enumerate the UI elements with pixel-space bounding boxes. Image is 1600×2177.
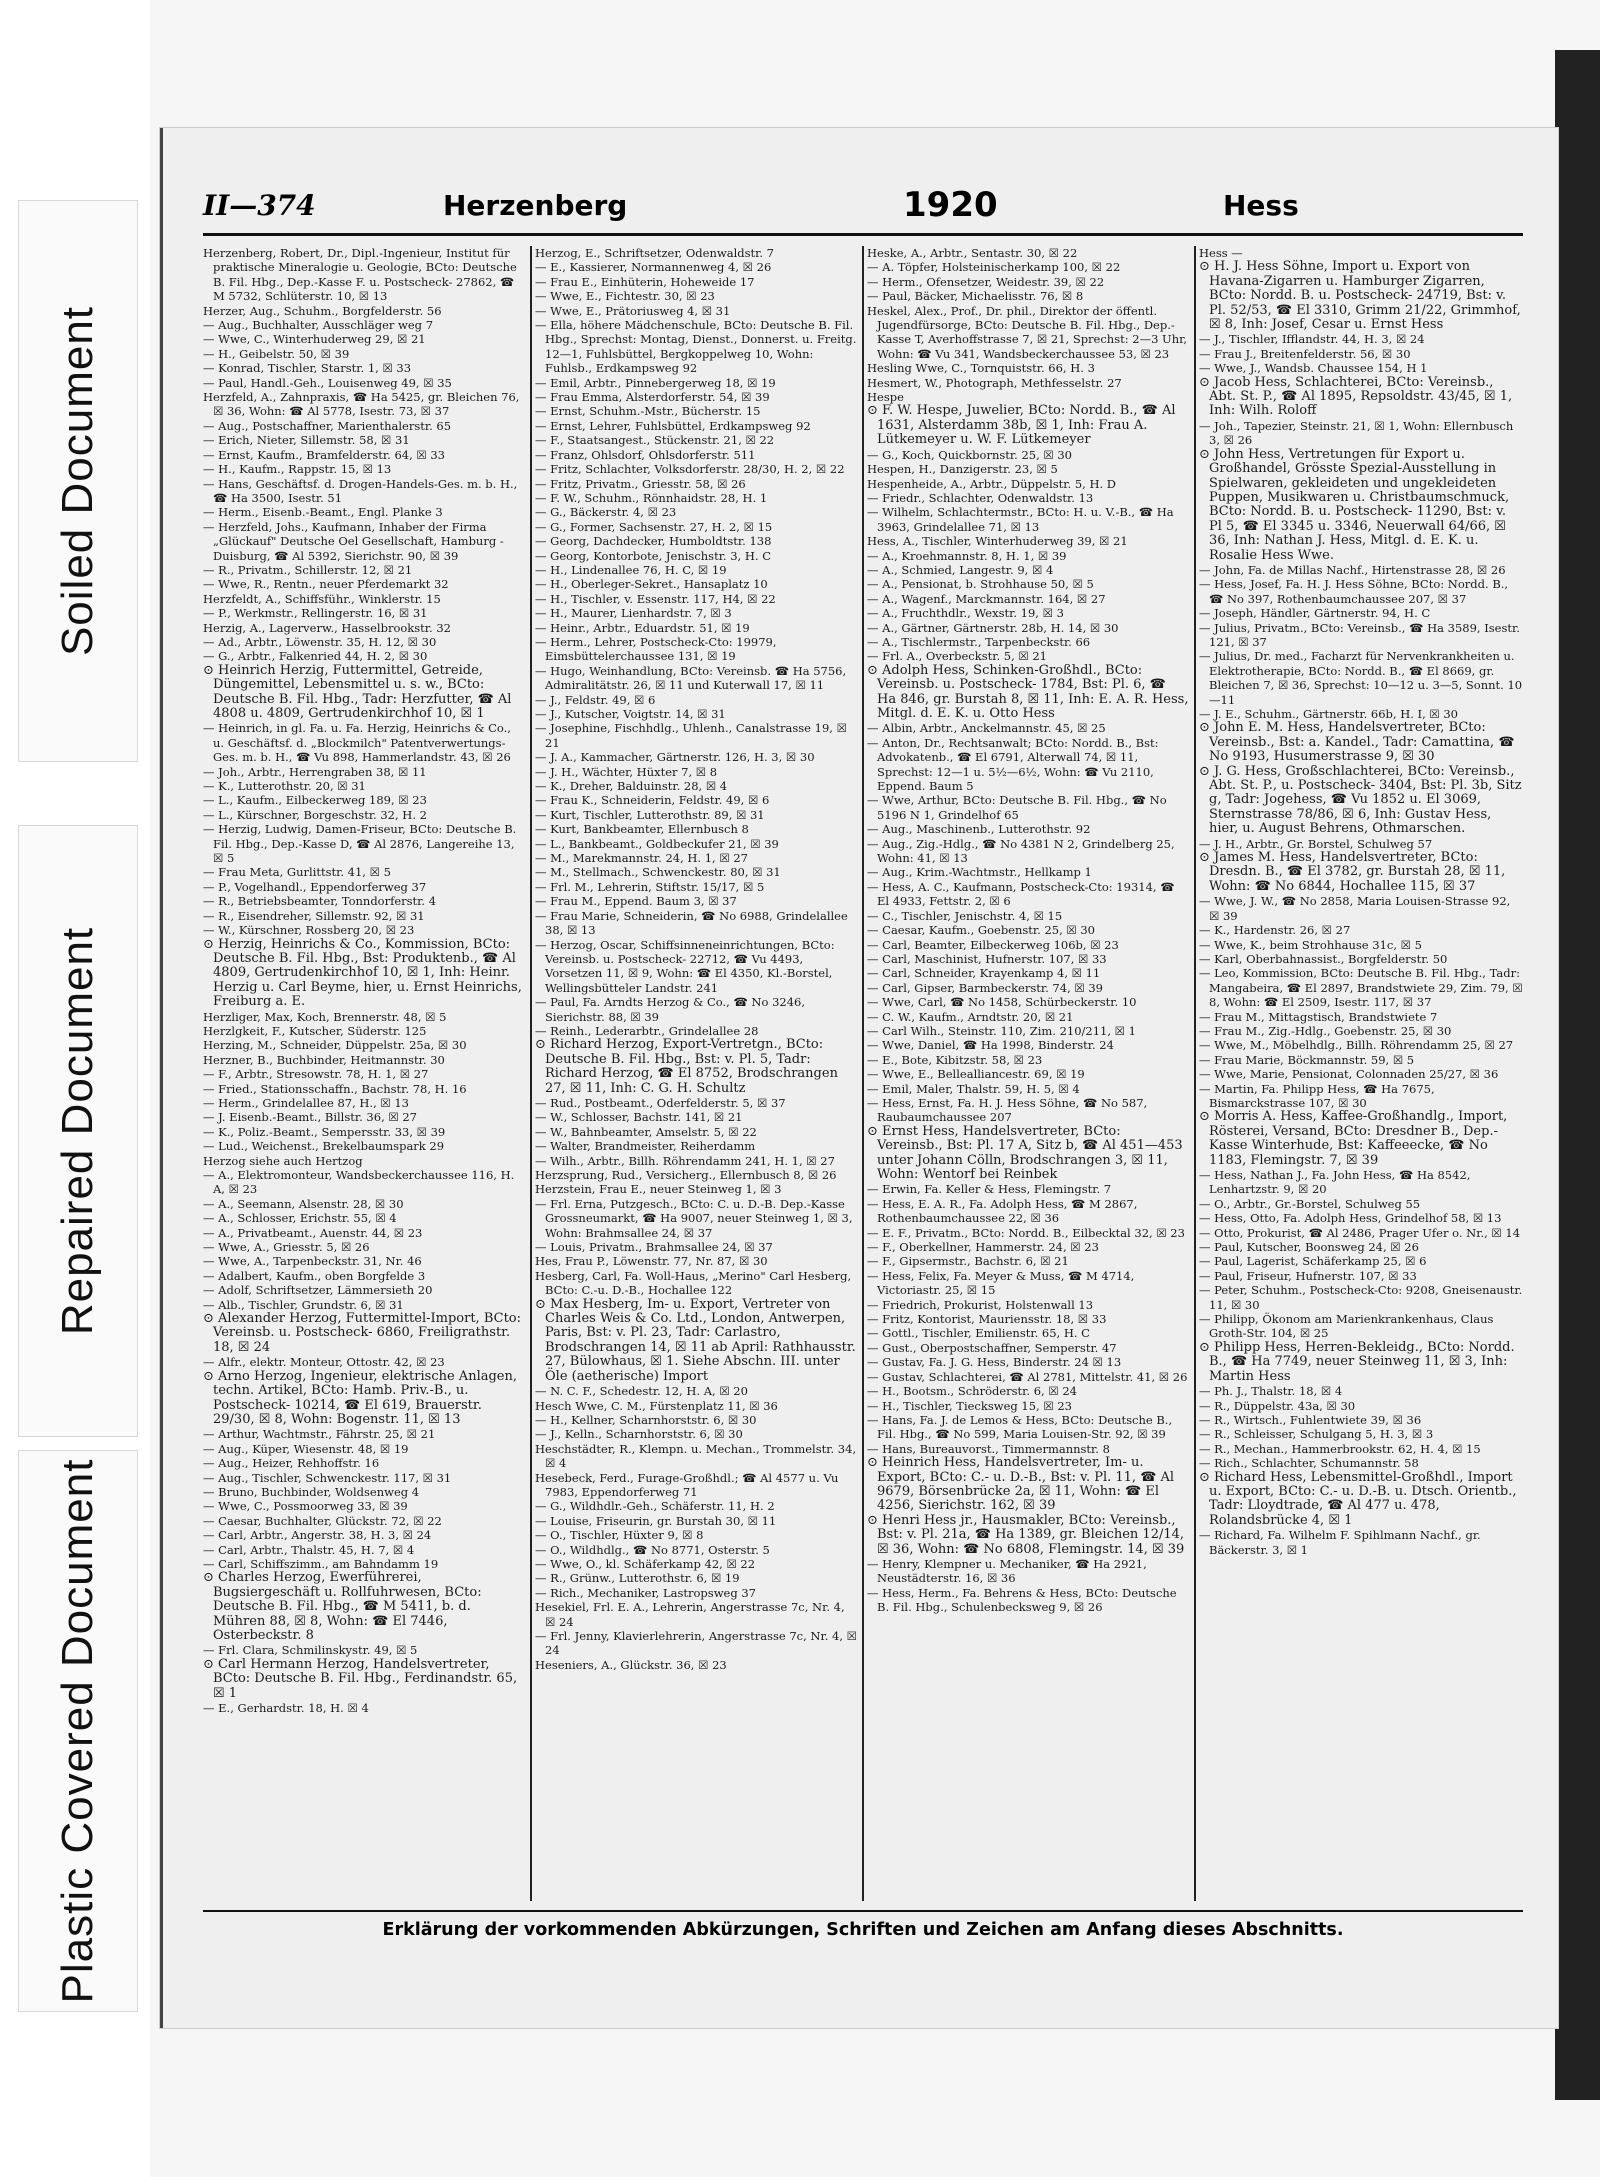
directory-entry: — Friedrich, Prokurist, Holstenwall 13 bbox=[867, 1297, 1094, 1312]
directory-entry: — H., Bootsm., Schröderstr. 6, ☒ 24 bbox=[867, 1384, 1077, 1399]
directory-entry: — Julius, Privatm., BCto: Vereinsb., ☎ Ha 3589, Isestr. 121, ☒ 37 bbox=[1199, 620, 1520, 649]
directory-entry: — Carl Wilh., Steinstr. 110, Zim. 210/211, ☒ 1 bbox=[867, 1023, 1136, 1038]
first-entry-name: Herzenberg bbox=[443, 189, 628, 222]
directory-entry: — Alfr., elektr. Monteur, Ottostr. 42, ☒ 23 bbox=[203, 1355, 445, 1370]
directory-entry: — Frau M., Eppend. Baum 3, ☒ 37 bbox=[535, 894, 737, 909]
directory-entry: — Wwe, Marie, Pensionat, Colonnaden 25/27, ☒ 36 bbox=[1199, 1067, 1499, 1082]
directory-entry: — W., Schlosser, Bachstr. 141, ☒ 21 bbox=[535, 1110, 743, 1125]
directory-entry: — Wwe, C., Possmoorweg 33, ☒ 39 bbox=[203, 1499, 408, 1514]
directory-entry: — Hess, A. C., Kaufmann, Postscheck-Cto: 19314, ☎ El 4933, Fettstr. 2, ☒ 6 bbox=[867, 879, 1175, 909]
directory-entry: — Wwe, J. W., ☎ No 2858, Maria Louisen-Strasse 92, ☒ 39 bbox=[1199, 894, 1511, 923]
directory-entry: — H., Tischler, Tiecksweg 15, ☒ 23 bbox=[867, 1398, 1072, 1413]
directory-entry: Herzlgkeit, F., Kutscher, Süderstr. 125 bbox=[203, 1023, 427, 1038]
directory-entry: Heske, A., Arbtr., Sentastr. 30, ☒ 22 bbox=[867, 246, 1078, 260]
directory-entry: Herzig, A., Lagerverw., Hasselbrookstr. 32 bbox=[203, 620, 451, 635]
directory-entry: — Aug., Krim.-Wachtmstr., Hellkamp 1 bbox=[867, 865, 1092, 880]
directory-entry: — A., Kroehmannstr. 8, H. 1, ☒ 39 bbox=[867, 548, 1067, 563]
directory-entry: — L., Kaufm., Eilbeckerweg 189, ☒ 23 bbox=[203, 793, 427, 808]
directory-entry: — E., Kassierer, Normannenweg 4, ☒ 26 bbox=[535, 260, 772, 275]
directory-entry: Herzer, Aug., Schuhm., Borgfelderstr. 56 bbox=[203, 303, 442, 318]
directory-entry: — Louise, Friseurin, gr. Burstah 30, ☒ 11 bbox=[535, 1513, 777, 1528]
directory-entry: — H., Geibelstr. 50, ☒ 39 bbox=[203, 346, 350, 361]
column-divider bbox=[1194, 246, 1196, 1901]
directory-entry: — O., Wildhdlg., ☎ No 8771, Osterstr. 5 bbox=[535, 1542, 770, 1557]
directory-entry: — Philipp, Ökonom am Marienkrankenhaus, Claus Groth-Str. 104, ☒ 25 bbox=[1199, 1312, 1494, 1341]
directory-entry: — A., Seemann, Alsenstr. 28, ☒ 30 bbox=[203, 1196, 404, 1211]
directory-entry: Hesch Wwe, C. M., Fürstenplatz 11, ☒ 36 bbox=[535, 1398, 778, 1413]
directory-entry: Herzliger, Max, Koch, Brennerstr. 48, ☒ 5 bbox=[203, 1009, 447, 1024]
directory-entry: — Caesar, Buchhalter, Glückstr. 72, ☒ 22 bbox=[203, 1513, 442, 1528]
directory-entry: Herzfeld, A., Zahnpraxis, ☎ Ha 5425, gr. Bleichen 76, ☒ 36, Wohn: ☎ Al 5778, Isestr. 73, ☒ 37 bbox=[203, 390, 520, 419]
directory-entry: — Louis, Privatm., Brahmsallee 24, ☒ 37 bbox=[535, 1240, 773, 1255]
directory-entry: — G., Former, Sachsenstr. 27, H. 2, ☒ 15 bbox=[535, 519, 773, 534]
directory-entry: — R., Privatm., Schillerstr. 12, ☒ 21 bbox=[203, 562, 413, 577]
directory-entry: — G., Wildhdlr.-Geh., Schäferstr. 11, H. 2 bbox=[535, 1499, 775, 1514]
directory-entry: Herzog siehe auch Hertzog bbox=[203, 1153, 363, 1168]
directory-entry: ⊙ Philipp Hess, Herren-Bekleidg., BCto: Nordd. B., ☎ Ha 7749, neuer Steinweg 11, ☒ 3, Inh: Martin Hess bbox=[1199, 1339, 1515, 1384]
directory-entry: — J., Tischler, Ifflandstr. 44, H. 3, ☒ 24 bbox=[1199, 332, 1425, 347]
repaired-document-label bbox=[18, 825, 138, 1437]
directory-entry: — Fritz, Schlachter, Volksdorferstr. 28/30, H. 2, ☒ 22 bbox=[535, 462, 845, 477]
directory-entry: — Wwe, M., Möbelhdlg., Billh. Röhrendamm 25, ☒ 27 bbox=[1199, 1038, 1514, 1053]
directory-entry: — Hess, Ernst, Fa. H. J. Hess Söhne, ☎ No 587, Raubaumchaussee 207 bbox=[867, 1095, 1148, 1125]
directory-entry: — J. A., Kammacher, Gärtnerstr. 126, H. 3, ☒ 30 bbox=[535, 750, 815, 765]
directory-entry: — Wwe, E., Prätoriusweg 4, ☒ 31 bbox=[535, 303, 731, 318]
directory-entry: — Wwe, Carl, ☎ No 1458, Schürbeckerstr. 10 bbox=[867, 995, 1137, 1010]
column-divider bbox=[862, 246, 864, 1901]
directory-entry: Herzsprung, Rud., Versicherg., Ellernbusch 8, ☒ 26 bbox=[535, 1168, 837, 1182]
directory-entry: — Hess, Herm., Fa. Behrens & Hess, BCto: Deutsche B. Fil. Hbg., Schulenbecksweg 9, ☒ 26 bbox=[867, 1585, 1177, 1615]
directory-entry: — P., Vogelhandl., Eppendorferweg 37 bbox=[203, 879, 427, 894]
directory-entry: — Wwe, Daniel, ☎ Ha 1998, Binderstr. 24 bbox=[867, 1038, 1114, 1053]
directory-entry: ⊙ James M. Hess, Handelsvertreter, BCto: Dresdn. B., ☎ El 3782, gr. Burstah 28, ☒ 11, Wohn: ☎ No 6844, Hochallee 115, ☒ 37 bbox=[1199, 850, 1506, 894]
directory-entry: — Henry, Klempner u. Mechaniker, ☎ Ha 2921, Neustädterstr. 16, ☒ 36 bbox=[867, 1556, 1147, 1586]
directory-entry: ⊙ H. J. Hess Söhne, Import u. Export von Havana-Zigarren u. Hamburger Zigarren, BCto: Nordd. B. u. Postscheck- 24719, Bst: v. Pl. 52/53, ☎ El 3310, Grimm 21/22, Grimmhof, ☒ 8, Inh: Josef, Cesar u. Ernst Hess bbox=[1199, 259, 1521, 333]
directory-entry: — A., Tischlermstr., Tarpenbeckstr. 66 bbox=[867, 634, 1091, 649]
directory-entry: — Aug., Postschaffner, Marienthalerstr. 65 bbox=[203, 418, 452, 433]
directory-entry: — H., Maurer, Lienhardstr. 7, ☒ 3 bbox=[535, 606, 732, 621]
directory-entry: — Hess, Otto, Fa. Adolph Hess, Grindelhof 58, ☒ 13 bbox=[1199, 1211, 1502, 1226]
abbreviation-note: Erklärung der vorkommenden Abkürzungen, Schriften und Zeichen am Anfang dieses Abschnitts. bbox=[203, 1910, 1523, 1960]
directory-entry: — Ella, höhere Mädchenschule, BCto: Deutsche B. Fil. Hbg., Sprechst: Montag, Dienst., Donnerst. u. Freitg. 12—1, Fuhlsbüttel, Bergkoppelweg 10, Wohn: Fuhlsb., Erdkampsweg 92 bbox=[535, 318, 857, 376]
directory-entry: — Wwe, R., Rentn., neuer Pferdemarkt 32 bbox=[203, 577, 449, 592]
directory-entry: — F., Oberkellner, Hammerstr. 24, ☒ 23 bbox=[867, 1240, 1099, 1255]
directory-entry: — Carl, Arbtr., Angerstr. 38, H. 3, ☒ 24 bbox=[203, 1528, 432, 1543]
directory-entry: — Joh., Arbtr., Herrengraben 38, ☒ 11 bbox=[203, 764, 427, 779]
directory-entry: ⊙ F. W. Hespe, Juwelier, BCto: Nordd. B., ☎ Al 1631, Alsterdamm 38b, ☒ 1, Inh: Frau A. Lütkemeyer u. W. F. Lütkemeyer bbox=[867, 403, 1176, 448]
directory-entry: — Martin, Fa. Philipp Hess, ☎ Ha 7675, Bismarckstrasse 107, ☒ 30 bbox=[1199, 1081, 1435, 1110]
directory-entry: — Otto, Prokurist, ☎ Al 2486, Prager Ufer o. Nr., ☒ 14 bbox=[1199, 1225, 1521, 1240]
directory-entry: — K., Poliz.-Beamt., Sempersstr. 33, ☒ 39 bbox=[203, 1124, 446, 1139]
directory-entry: — R., Düppelstr. 43a, ☒ 30 bbox=[1199, 1398, 1356, 1413]
page-number: II—374 bbox=[203, 189, 316, 222]
last-entry-name: Hess bbox=[1223, 189, 1299, 222]
directory-entry: — Ph. J., Thalstr. 18, ☒ 4 bbox=[1199, 1384, 1343, 1399]
directory-entry: ⊙ Charles Herzog, Ewerführerei, Bugsiergeschäft u. Rollfuhrwesen, BCto: Deutsche B. Fil. Hbg., ☎ M 5411, b. d. Mühren 88, ☒ 8, Wohn: ☎ El 7446, Osterbeckstr. 8 bbox=[203, 1570, 482, 1643]
directory-entry: — Hans, Geschäftsf. d. Drogen-Handels-Ges. m. b. H., ☎ Ha 3500, Isestr. 51 bbox=[203, 476, 518, 505]
directory-entry: ⊙ Arno Herzog, Ingenieur, elektrische Anlagen, techn. Artikel, BCto: Hamb. Priv.-B., u. Postscheck- 10214, ☎ El 619, Brauerstr. 29/30, ☒ 8, Wohn: Bogenstr. 11, ☒ 13 bbox=[203, 1368, 517, 1427]
directory-entry: — H., Kellner, Scharnhorststr. 6, ☒ 30 bbox=[535, 1412, 757, 1427]
directory-entry: — Frau J., Breitenfelderstr. 56, ☒ 30 bbox=[1199, 346, 1411, 361]
directory-entry: ⊙ Richard Hess, Lebensmittel-Großhdl., Import u. Export, BCto: C.- u. D.-B. u. Dtsch. Orientb., Tadr: Lloydtrade, ☎ Al 477 u. 478, Rolandsbrücke 4, ☒ 1 bbox=[1199, 1469, 1517, 1528]
directory-entry: — Konrad, Tischler, Starstr. 1, ☒ 33 bbox=[203, 361, 412, 376]
column-3 bbox=[867, 246, 1189, 1901]
directory-entry: — Paul, Kutscher, Boonsweg 24, ☒ 26 bbox=[1199, 1240, 1419, 1255]
directory-entry: — R., Betriebsbeamter, Tonndorferstr. 4 bbox=[203, 894, 437, 909]
directory-entry: ⊙ Max Hesberg, Im- u. Export, Vertreter von Charles Weis & Co. Ltd., London, Antwerpen, Paris, Bst: v. Pl. 23, Tadr: Carlastro, Brodschrangen 14, ☒ 11 ab April: Rathhausstr. 27, Bülowhaus, ☒ 1. Siehe Abschn. III. unter Öle (aetherische) Import bbox=[535, 1296, 856, 1384]
directory-entry: — Emil, Arbtr., Pinnebergerweg 18, ☒ 19 bbox=[535, 375, 776, 390]
directory-entry: — H., Oberleger-Sekret., Hansaplatz 10 bbox=[535, 577, 768, 592]
directory-entry: — L., Bankbeamt., Goldbeckufer 21, ☒ 39 bbox=[535, 836, 779, 851]
directory-entry: — H., Kaufm., Rappstr. 15, ☒ 13 bbox=[203, 462, 392, 477]
directory-entry: — Albin, Arbtr., Anckelmannstr. 45, ☒ 25 bbox=[867, 721, 1106, 736]
directory-entry: — Wwe, A., Griesstr. 5, ☒ 26 bbox=[203, 1240, 370, 1255]
directory-entry: — G., Arbtr., Falkenried 44, H. 2, ☒ 30 bbox=[203, 649, 428, 664]
directory-entry: — J. Eisenb.-Beamt., Billstr. 36, ☒ 27 bbox=[203, 1110, 417, 1125]
directory-entry: — M., Stellmach., Schwenckestr. 80, ☒ 31 bbox=[535, 865, 781, 880]
directory-entry: — F., Arbtr., Stresowstr. 78, H. 1, ☒ 27 bbox=[203, 1067, 429, 1082]
directory-entry: — Kurt, Tischler, Lutterothstr. 89, ☒ 31 bbox=[535, 807, 765, 822]
directory-entry: Hes, Frau P., Löwenstr. 77, Nr. 87, ☒ 30 bbox=[535, 1254, 768, 1269]
directory-entry: — Walter, Brandmeister, Reiherdamm bbox=[535, 1139, 756, 1154]
directory-entry: — Herzog, Oscar, Schiffsinneneinrichtungen, BCto: Vereinsb. u. Postscheck- 22712, ☎ Vu 4493, Vorsetzen 11, ☒ 9, Wohn: ☎ El 4350, Kl.-Borstel, Wellingsbütteler Landstr. 241 bbox=[535, 937, 835, 995]
directory-entry: — Fritz, Privatm., Griesstr. 58, ☒ 26 bbox=[535, 476, 746, 491]
directory-entry: — Carl, Schneider, Krayenkamp 4, ☒ 11 bbox=[867, 966, 1101, 981]
directory-entry: Hesekiel, Frl. E. A., Lehrerin, Angerstrasse 7c, Nr. 4, ☒ 24 bbox=[535, 1600, 845, 1629]
directory-entry: — Carl, Beamter, Eilbeckerweg 106b, ☒ 23 bbox=[867, 937, 1119, 952]
directory-entry: — G., Bäckerstr. 4, ☒ 23 bbox=[535, 505, 677, 520]
directory-entry: — E., Bote, Kibitzstr. 58, ☒ 23 bbox=[867, 1052, 1043, 1067]
directory-entry: — E., Gerhardstr. 18, H. ☒ 4 bbox=[203, 1701, 369, 1716]
directory-entry: — Frau K., Schneiderin, Feldstr. 49, ☒ 6 bbox=[535, 793, 770, 808]
page-header bbox=[203, 183, 1523, 236]
directory-entry: — H., Tischler, v. Essenstr. 117, H4, ☒ 22 bbox=[535, 591, 776, 606]
directory-entry: — Aug., Tischler, Schwenckestr. 117, ☒ 31 bbox=[203, 1470, 452, 1485]
directory-entry: — Georg, Dachdecker, Humboldtstr. 138 bbox=[535, 534, 772, 549]
directory-entry: — Joseph, Händler, Gärtnerstr. 94, H. C bbox=[1199, 606, 1431, 621]
directory-entry: — Carl, Schiffszimm., am Bahndamm 19 bbox=[203, 1556, 439, 1571]
directory-entry: ⊙ Alexander Herzog, Futtermittel-Import, BCto: Vereinsb. u. Postscheck- 6860, Freiligrathstr. 18, ☒ 24 bbox=[203, 1311, 521, 1355]
listing-columns bbox=[203, 246, 1523, 1901]
directory-entry: ⊙ Herzig, Heinrichs & Co., Kommission, BCto: Deutsche B. Fil. Hbg., Bst: Produktenb., ☎ Al 4809, Gertrudenkirchhof 10, ☒ 1, Inh: Heinr. Herzig u. Carl Beyme, hier, u. Ernst Heinrichs, Freiburg a. E. bbox=[203, 936, 522, 1010]
directory-entry: — Georg, Kontorbote, Jenischstr. 3, H. C bbox=[535, 548, 772, 563]
directory-entry: Herzfeldt, A., Schiffsführ., Winklerstr. 15 bbox=[203, 591, 441, 606]
directory-entry: — Reinh., Lederarbtr., Grindelallee 28 bbox=[535, 1023, 759, 1038]
directory-entry: — Wwe, Arthur, BCto: Deutsche B. Fil. Hbg., ☎ No 5196 N 1, Grindelhof 65 bbox=[867, 793, 1167, 822]
directory-entry: — Lud., Weichenst., Brekelbaumspark 29 bbox=[203, 1139, 445, 1154]
directory-entry: — Bruno, Buchbinder, Woldsenweg 4 bbox=[203, 1484, 420, 1499]
directory-entry: — P., Werkmstr., Rellingerstr. 16, ☒ 31 bbox=[203, 606, 428, 621]
directory-entry: — Frau Marie, Schneiderin, ☎ No 6988, Grindelallee 38, ☒ 13 bbox=[535, 908, 848, 938]
directory-entry: — Paul, Friseur, Hufnerstr. 107, ☒ 33 bbox=[1199, 1268, 1417, 1283]
directory-entry: — Paul, Bäcker, Michaelisstr. 76, ☒ 8 bbox=[867, 289, 1084, 304]
directory-entry: — R., Schleisser, Schulgang 5, H. 3, ☒ 3 bbox=[1199, 1427, 1434, 1442]
directory-entry: — Paul, Lagerist, Schäferkamp 25, ☒ 6 bbox=[1199, 1254, 1427, 1269]
directory-entry: Herzstein, Frau E., neuer Steinweg 1, ☒ 3 bbox=[535, 1182, 782, 1197]
directory-entry: Hesmert, W., Photograph, Methfesselstr. 27 bbox=[867, 375, 1122, 390]
directory-entry: Heskel, Alex., Prof., Dr. phil., Direktor der öffentl. Jugendfürsorge, BCto: Deutsche B. Fil. Hbg., Dep.-Kasse T, Averhoffstrasse 7, ☒ 21, Sprechst: 2—3 Uhr, Wohn: ☎ Vu 341, Wandsbeckerchaussee 53, ☒ 23 bbox=[867, 303, 1188, 361]
directory-entry: — Frau M., Mittagstisch, Brandstwiete 7 bbox=[1199, 1009, 1438, 1024]
directory-entry: — Frau E., Einhüterin, Hoheweide 17 bbox=[535, 274, 755, 289]
directory-entry: — Wwe, A., Tarpenbeckstr. 31, Nr. 46 bbox=[203, 1254, 422, 1269]
directory-entry: ⊙ J. G. Hess, Großschlachterei, BCto: Vereinsb., Abt. St. P., u. Postscheck- 3404, Bst: Pl. 3b, Sitz g, Tadr: Jogehess, ☎ Vu 1852 u. El 3069, Sternstrasse 78/86, ☒ 6, Inh: Gustav Hess, hier, u. August Behrens, Othmarschen. bbox=[1199, 763, 1522, 837]
directory-entry: — Wwe, J., Wandsb. Chaussee 154, H 1 bbox=[1199, 361, 1428, 376]
directory-entry: — Frl. M., Lehrerin, Stiftstr. 15/17, ☒ 5 bbox=[535, 879, 765, 894]
directory-entry: — Alb., Tischler, Grundstr. 6, ☒ 31 bbox=[203, 1297, 404, 1312]
directory-entry: — E. F., Privatm., BCto: Nordd. B., Eilbecktal 32, ☒ 23 bbox=[867, 1225, 1185, 1240]
directory-entry: — Frau Marie, Böckmannstr. 59, ☒ 5 bbox=[1199, 1052, 1415, 1067]
directory-entry: — Ernst, Schuhm.-Mstr., Bücherstr. 15 bbox=[535, 404, 761, 419]
directory-entry: — R., Grünw., Lutterothstr. 6, ☒ 19 bbox=[535, 1571, 740, 1586]
directory-entry: — K., Lutterothstr. 20, ☒ 31 bbox=[203, 779, 366, 794]
directory-entry: — Ernst, Lehrer, Fuhlsbüttel, Erdkampsweg 92 bbox=[535, 418, 811, 433]
directory-entry: — Aug., Küper, Wiesenstr. 48, ☒ 19 bbox=[203, 1441, 409, 1456]
directory-entry: — O., Arbtr., Gr.-Borstel, Schulweg 55 bbox=[1199, 1196, 1421, 1211]
directory-entry: ⊙ Richard Herzog, Export-Vertretgn., BCto: Deutsche B. Fil. Hbg., Bst: v. Pl. 5, Tadr: Richard Herzog, ☎ El 8752, Brodschrangen 27, ☒ 11, Inh: C. G. H. Schultz bbox=[535, 1037, 838, 1096]
directory-entry: — K., Hardenstr. 26, ☒ 27 bbox=[1199, 923, 1351, 938]
directory-entry: — Gustav, Schlachterei, ☎ Al 2781, Mittelstr. 41, ☒ 26 bbox=[867, 1369, 1188, 1384]
directory-entry: — Josephine, Fischhdlg., Uhlenh., Canalstrasse 19, ☒ 21 bbox=[535, 721, 847, 750]
directory-entry: — Gustav, Fa. J. G. Hess, Binderstr. 24 ☒ 13 bbox=[867, 1355, 1122, 1370]
directory-entry: — Heinrich, in gl. Fa. u. Fa. Herzig, Heinrichs & Co., u. Geschäftsf. d. „Blockmilch" Patentverwertungs-Ges. m. b. H., ☎ Vu 898, Hammerlandstr. 43, ☒ 26 bbox=[203, 721, 511, 765]
directory-entry: — Hess, Felix, Fa. Meyer & Muss, ☎ M 4714, Victoriastr. 25, ☒ 15 bbox=[867, 1268, 1135, 1298]
directory-entry: — J., Kelln., Scharnhorststr. 6, ☒ 30 bbox=[535, 1427, 743, 1442]
directory-entry: — Wwe, C., Winterhuderweg 29, ☒ 21 bbox=[203, 332, 426, 347]
plastic-label-text: Plastic Covered Document bbox=[53, 1458, 102, 2004]
directory-entry: — C. W., Kaufm., Arndtstr. 20, ☒ 21 bbox=[867, 1009, 1074, 1024]
directory-entry: — A., Fruchthdlr., Wexstr. 19, ☒ 3 bbox=[867, 606, 1064, 621]
directory-entry: — Fritz, Kontorist, Mauriensstr. 18, ☒ 33 bbox=[867, 1312, 1107, 1327]
directory-entry: Hespe bbox=[867, 390, 904, 405]
plastic-covered-label bbox=[18, 1450, 138, 2012]
directory-entry: Herzog, E., Schriftsetzer, Odenwaldstr. 7 bbox=[535, 246, 774, 260]
directory-entry: Hess — bbox=[1199, 246, 1243, 260]
directory-entry: — Wwe, K., beim Strohhause 31c, ☒ 5 bbox=[1199, 937, 1422, 952]
directory-page bbox=[160, 128, 1558, 2028]
directory-entry: — W., Bahnbeamter, Amselstr. 5, ☒ 22 bbox=[535, 1124, 757, 1139]
directory-entry: ⊙ John E. M. Hess, Handelsvertreter, BCto: Vereinsb., Bst: a. Kandel., Tadr: Camattina, ☎ No 9193, Husumerstrasse 9, ☒ 30 bbox=[1199, 720, 1515, 765]
directory-entry: — Joh., Tapezier, Steinstr. 21, ☒ 1, Wohn: Ellernbusch 3, ☒ 26 bbox=[1199, 418, 1514, 448]
directory-entry: — Erich, Nieter, Sillemstr. 58, ☒ 31 bbox=[203, 433, 410, 448]
directory-entry: Herzner, B., Buchbinder, Heitmannstr. 30 bbox=[203, 1052, 445, 1067]
directory-entry: — J., Feldstr. 49, ☒ 6 bbox=[535, 692, 656, 707]
directory-entry: ⊙ Heinrich Herzig, Futtermittel, Getreide, Düngemittel, Lebensmittel u. s. w., BCto: Deutsche B. Fil. Hbg., Tadr: Herzfutter, ☎ Al 4808 u. 4809, Gertrudenkirchhof 10, ☒ 1 bbox=[203, 662, 512, 721]
scan-edge bbox=[1555, 50, 1600, 2100]
directory-entry: Hespenheide, A., Arbtr., Düppelstr. 5, H. D bbox=[867, 476, 1117, 491]
label-strip bbox=[0, 0, 150, 2177]
directory-entry: — Karl, Oberbahnassist., Borgfelderstr. 50 bbox=[1199, 951, 1448, 966]
directory-entry: — John, Fa. de Millas Nachf., Hirtenstrasse 28, ☒ 26 bbox=[1199, 562, 1506, 577]
directory-entry: — Rich., Mechaniker, Lastropsweg 37 bbox=[535, 1585, 756, 1600]
directory-entry: — A., Schlosser, Erichstr. 55, ☒ 4 bbox=[203, 1211, 397, 1226]
directory-entry: Hespen, H., Danzigerstr. 23, ☒ 5 bbox=[867, 462, 1058, 477]
directory-entry: — M., Marekmannstr. 24, H. 1, ☒ 27 bbox=[535, 851, 748, 866]
directory-entry: — Julius, Dr. med., Facharzt für Nervenkrankheiten u. Elektrotherapie, BCto: Nordd. B., ☎ El 8669, gr. Bleichen 7, ☒ 36, Sprechst: 10—12 u. 3—5, Sonnt. 10—11 bbox=[1199, 649, 1523, 707]
directory-entry: — A., Pensionat, b. Strohhause 50, ☒ 5 bbox=[867, 577, 1094, 592]
column-2 bbox=[535, 246, 857, 1901]
directory-entry: ⊙ Adolph Hess, Schinken-Großhdl., BCto: Vereinsb. u. Postscheck- 1784, Bst: Pl. 6, ☎ Ha 846, gr. Burstah 8, ☒ 11, Inh: E. A. R. Hess, Mitgl. d. E. K. u. Otto Hess bbox=[867, 662, 1189, 721]
directory-entry: — Ernst, Kaufm., Bramfelderstr. 64, ☒ 33 bbox=[203, 447, 445, 462]
directory-entry: — H., Lindenallee 76, H. C, ☒ 19 bbox=[535, 562, 727, 577]
directory-entry: — F. W., Schuhm., Rönnhaidstr. 28, H. 1 bbox=[535, 490, 768, 505]
directory-entry: — O., Tischler, Hüxter 9, ☒ 8 bbox=[535, 1528, 704, 1543]
directory-entry: — Peter, Schuhm., Postscheck-Cto: 9208, Gneisenaustr. 11, ☒ 30 bbox=[1199, 1283, 1523, 1312]
directory-entry: — Emil, Maler, Thalstr. 59, H. 5, ☒ 4 bbox=[867, 1081, 1080, 1096]
directory-entry: — A., Privatbeamt., Auenstr. 44, ☒ 23 bbox=[203, 1225, 423, 1240]
directory-entry: Herzing, M., Schneider, Düppelstr. 25a, ☒ 30 bbox=[203, 1038, 467, 1053]
directory-entry: — Arthur, Wachtmstr., Fährstr. 25, ☒ 21 bbox=[203, 1427, 436, 1442]
soiled-document-label bbox=[18, 200, 138, 762]
directory-entry: — Gust., Oberpostschaffner, Semperstr. 47 bbox=[867, 1340, 1117, 1355]
directory-entry: — Herzfeld, Johs., Kaufmann, Inhaber der Firma „Glückauf" Deutsche Oel Gesellschaft, Hamburg - Duisburg, ☎ Al 5392, Sierichstr. 90, ☒ 39 bbox=[203, 519, 504, 563]
directory-entry: — Kurt, Bankbeamter, Ellernbusch 8 bbox=[535, 822, 749, 837]
directory-entry: — A., Elektromonteur, Wandsbeckerchaussee 116, H. A, ☒ 23 bbox=[203, 1168, 515, 1197]
directory-entry: — Leo, Kommission, BCto: Deutsche B. Fil. Hbg., Tadr: Mangabeira, ☎ El 2897, Brandstwiete 29, Zim. 79, ☒ 8, Wohn: ☎ El 2509, Isestr. 117, ☒ 37 bbox=[1199, 966, 1523, 1010]
directory-entry: ⊙ Carl Hermann Herzog, Handelsvertreter, BCto: Deutsche B. Fil. Hbg., Ferdinandstr. 65, ☒ 1 bbox=[203, 1656, 518, 1701]
directory-entry: ⊙ Jacob Hess, Schlachterei, BCto: Vereinsb., Abt. St. P., ☎ Al 1895, Repsoldstr. 43/45, ☒ 1, Inh: Wilh. Roloff bbox=[1199, 374, 1513, 419]
directory-entry: Heseniers, A., Glückstr. 36, ☒ 23 bbox=[535, 1657, 727, 1672]
directory-entry: — Fried., Stationsschaffn., Bachstr. 78, H. 16 bbox=[203, 1081, 467, 1096]
directory-entry: ⊙ Henri Hess jr., Hausmakler, BCto: Vereinsb., Bst: v. Pl. 21a, ☎ Ha 1389, gr. Bleichen 12/14, ☒ 36, Wohn: ☎ No 6808, Flemingstr. 14, ☒ 39 bbox=[867, 1512, 1185, 1557]
directory-entry: — Carl, Gipser, Barmbeckerstr. 74, ☒ 39 bbox=[867, 980, 1103, 995]
directory-entry: — F., Staatsangest., Stückenstr. 21, ☒ 22 bbox=[535, 433, 775, 448]
directory-entry: — Franz, Ohlsdorf, Ohlsdorferstr. 511 bbox=[535, 447, 756, 462]
directory-entry: Hess, A., Tischler, Winterhuderweg 39, ☒ 21 bbox=[867, 534, 1128, 549]
repaired-label-text: Repaired Document bbox=[53, 926, 102, 1336]
directory-entry: — J. H., Arbtr., Gr. Borstel, Schulweg 57 bbox=[1199, 836, 1433, 851]
directory-entry: — Frau Emma, Alsterdorferstr. 54, ☒ 39 bbox=[535, 390, 770, 405]
directory-entry: — W., Kürschner, Rossberg 20, ☒ 23 bbox=[203, 923, 415, 938]
directory-entry: ⊙ Ernst Hess, Handelsvertreter, BCto: Vereinsb., Bst: Pl. 17 A, Sitz b, ☎ Al 451—453 unter Johann Cölln, Brodschrangen 3, ☒ 11, Wohn: Wentorf bei Reinbek bbox=[867, 1123, 1183, 1182]
directory-entry: — F., Gipsermstr., Bachstr. 6, ☒ 21 bbox=[867, 1254, 1069, 1269]
directory-entry: — Hess, Nathan J., Fa. John Hess, ☎ Ha 8542, Lenhartzstr. 9, ☒ 20 bbox=[1199, 1168, 1471, 1197]
directory-entry: — Aug., Buchhalter, Ausschläger weg 7 bbox=[203, 318, 434, 333]
directory-entry: — Hugo, Weinhandlung, BCto: Vereinsb. ☎ Ha 5756, Admiralitätstr. 26, ☒ 11 und Kuterwall 17, ☒ 11 bbox=[535, 663, 847, 693]
directory-entry: — Friedr., Schlachter, Odenwaldstr. 13 bbox=[867, 490, 1094, 505]
directory-entry: — N. C. F., Schedestr. 12, H. A, ☒ 20 bbox=[535, 1384, 748, 1399]
directory-entry: ⊙ Heinrich Hess, Handelsvertreter, Im- u. Export, BCto: C.- u. D.-B., Bst: v. Pl. 11, ☎ Al 9679, Börsenbrücke 2a, ☒ 11, Wohn: ☎ El 4256, Sierichstr. 162, ☒ 39 bbox=[867, 1455, 1175, 1514]
directory-entry: — Erwin, Fa. Keller & Hess, Flemingstr. 7 bbox=[867, 1182, 1112, 1197]
directory-entry: — A. Töpfer, Holsteinischerkamp 100, ☒ 22 bbox=[867, 260, 1121, 275]
column-divider bbox=[530, 246, 532, 1901]
directory-entry: — Paul, Handl.-Geh., Louisenweg 49, ☒ 35 bbox=[203, 375, 452, 390]
directory-entry: — Rich., Schlachter, Schumannstr. 58 bbox=[1199, 1456, 1419, 1471]
directory-entry: — Frau M., Zig.-Hdlg., Goebenstr. 25, ☒ 30 bbox=[1199, 1023, 1452, 1038]
directory-entry: — Herm., Lehrer, Postscheck-Cto: 19979, Eimsbüttelerchaussee 131, ☒ 19 bbox=[535, 634, 777, 664]
directory-entry: — Wwe, E., Bellealliancestr. 69, ☒ 19 bbox=[867, 1067, 1085, 1082]
directory-entry: Hesling Wwe, C., Tornquiststr. 66, H. 3 bbox=[867, 361, 1095, 376]
directory-entry: ⊙ John Hess, Vertretungen für Export u. Großhandel, Grösste Spezial-Ausstellung in Spielwaren, gekleideten und ungekleideten Puppen, Musikwaren u. Christbaumschmuck, BCto: Nordd. B. u. Postscheck- 11290, Bst: v. Pl 5, ☎ El 3345 u. 3346, Neuerwall 64/66, ☒ 36, Inh: Nathan J. Hess, Mitgl. d. E. K. u. Rosalie Hess Wwe. bbox=[1199, 446, 1510, 563]
directory-entry: — Wwe, E., Fichtestr. 30, ☒ 23 bbox=[535, 289, 715, 304]
directory-entry: — Frl. Erna, Putzgesch., BCto: C. u. D.-B. Dep.-Kasse Grossneumarkt, ☎ Ha 9007, neuer Steinweg 1, ☒ 3, Wohn: Brahmsallee 24, ☒ 37 bbox=[535, 1196, 853, 1240]
directory-entry: Herzenberg, Robert, Dr., Dipl.-Ingenieur, Institut für praktische Mineralogie u. Geologie, BCto: Deutsche B. Fil. Hbg., Dep.-Kasse F. u. Postscheck- 27862, ☎ M 5732, Schlüterstr. 10, ☒ 13 bbox=[203, 246, 517, 304]
directory-entry: — C., Tischler, Jenischstr. 4, ☒ 15 bbox=[867, 908, 1063, 923]
directory-entry: — Hans, Fa. J. de Lemos & Hess, BCto: Deutsche B., Fil. Hbg., ☎ No 599, Maria Louisen-Str. 92, ☒ 39 bbox=[867, 1412, 1173, 1442]
directory-entry: — Frl. A., Overbeckstr. 5, ☒ 21 bbox=[867, 649, 1047, 664]
directory-entry: — R., Wirtsch., Fuhlentwiete 39, ☒ 36 bbox=[1199, 1412, 1422, 1427]
directory-entry: — Frl. Clara, Schmilinskystr. 49, ☒ 5 bbox=[203, 1643, 418, 1658]
directory-entry: Hesebeck, Ferd., Furage-Großhdl.; ☎ Al 4577 u. Vu 7983, Eppendorferweg 71 bbox=[535, 1470, 839, 1499]
column-1 bbox=[203, 246, 525, 1901]
directory-entry: — Aug., Maschinenb., Lutterothstr. 92 bbox=[867, 822, 1091, 837]
directory-entry: — Hans, Bureauvorst., Timmermannstr. 8 bbox=[867, 1441, 1110, 1456]
directory-entry: — Herm., Eisenb.-Beamt., Engl. Planke 3 bbox=[203, 505, 443, 520]
directory-entry: — Aug., Zig.-Hdlg., ☎ No 4381 N 2, Grindelberg 25, Wohn: 41, ☒ 13 bbox=[867, 836, 1175, 866]
directory-entry: — G., Koch, Quickbornstr. 25, ☒ 30 bbox=[867, 447, 1072, 462]
directory-entry: — A., Schmied, Langestr. 9, ☒ 4 bbox=[867, 562, 1054, 577]
directory-entry: — Adolf, Schriftsetzer, Lämmersieth 20 bbox=[203, 1283, 433, 1298]
directory-entry: — Herm., Ofensetzer, Weidestr. 39, ☒ 22 bbox=[867, 274, 1105, 289]
directory-entry: — Frau Meta, Gurlittstr. 41, ☒ 5 bbox=[203, 865, 391, 880]
directory-entry: — Carl, Arbtr., Thalstr. 45, H. 7, ☒ 4 bbox=[203, 1542, 415, 1557]
directory-entry: — Wilhelm, Schlachtermstr., BCto: H. u. V.-B., ☎ Ha 3963, Grindelallee 71, ☒ 13 bbox=[867, 505, 1174, 534]
directory-entry: — L., Kürschner, Borgeschstr. 32, H. 2 bbox=[203, 807, 427, 822]
directory-entry: — R., Mechan., Hammerbrookstr. 62, H. 4, ☒ 15 bbox=[1199, 1441, 1481, 1456]
soiled-label-text: Soiled Document bbox=[53, 305, 102, 657]
directory-entry: — J. H., Wächter, Hüxter 7, ☒ 8 bbox=[535, 764, 718, 779]
directory-entry: Hesberg, Carl, Fa. Woll-Haus, „Merino" Carl Hesberg, BCto: C.-u. D.-B., Hochallee 122 bbox=[535, 1268, 852, 1298]
directory-entry: — Anton, Dr., Rechtsanwalt; BCto: Nordd. B., Bst: Advokatenb., ☎ El 6791, Alterwall 74, ☒ 11, Sprechst: 12—1 u. 5½—6½, Wohn: ☎ Vu 2110, Eppend. Baum 5 bbox=[867, 735, 1159, 794]
directory-entry: — Ad., Arbtr., Löwenstr. 35, H. 12, ☒ 30 bbox=[203, 634, 437, 649]
directory-entry: — J. E., Schuhm., Gärtnerstr. 66b, H. I, ☒ 30 bbox=[1199, 707, 1458, 721]
directory-entry: — Wilh., Arbtr., Billh. Röhrendamm 241, H. 1, ☒ 27 bbox=[535, 1153, 835, 1168]
year: 1920 bbox=[903, 185, 998, 225]
directory-entry: — Aug., Heizer, Rehhoffstr. 16 bbox=[203, 1456, 380, 1471]
directory-entry: — Caesar, Kaufm., Goebenstr. 25, ☒ 30 bbox=[867, 923, 1096, 938]
directory-entry: Heschstädter, R., Klempn. u. Mechan., Trommelstr. 34, ☒ 4 bbox=[535, 1441, 857, 1471]
directory-entry: — Herzig, Ludwig, Damen-Friseur, BCto: Deutsche B. Fil. Hbg., Dep.-Kasse D, ☎ Al 2876, Langereihe 13, ☒ 5 bbox=[203, 822, 517, 866]
directory-entry: — R., Eisendreher, Sillemstr. 92, ☒ 31 bbox=[203, 908, 425, 923]
directory-entry: — Hess, Josef, Fa. H. J. Hess Söhne, BCto: Nordd. B., ☎ No 397, Rothenbaumchaussee 207, ☒ 37 bbox=[1199, 577, 1509, 606]
directory-entry: — Rud., Postbeamt., Oderfelderstr. 5, ☒ 37 bbox=[535, 1095, 786, 1110]
directory-entry: ⊙ Morris A. Hess, Kaffee-Großhandlg., Import, Rösterei, Versand, BCto: Dresdner B., Dep.-Kasse Winterhude, Bst: Kaffeeecke, ☎ No 1183, Flemingstr. 7, ☒ 39 bbox=[1199, 1109, 1508, 1168]
directory-entry: — Adalbert, Kaufm., oben Borgfelde 3 bbox=[203, 1268, 426, 1283]
directory-entry: — Gottl., Tischler, Emilienstr. 65, H. C bbox=[867, 1326, 1090, 1341]
directory-entry: — Paul, Fa. Arndts Herzog & Co., ☎ No 3246, Sierichstr. 88, ☒ 39 bbox=[535, 995, 805, 1024]
column-4 bbox=[1199, 246, 1523, 1901]
directory-entry: — Carl, Maschinist, Hufnerstr. 107, ☒ 33 bbox=[867, 951, 1107, 966]
directory-entry: — Hess, E. A. R., Fa. Adolph Hess, ☎ M 2867, Rothenbaumchaussee 22, ☒ 36 bbox=[867, 1196, 1138, 1226]
directory-entry: — A., Wagenf., Marckmannstr. 164, ☒ 27 bbox=[867, 591, 1106, 606]
directory-entry: — Herm., Grindelallee 87, H., ☒ 13 bbox=[203, 1095, 409, 1110]
directory-entry: — A., Gärtner, Gärtnerstr. 28b, H. 14, ☒ 30 bbox=[867, 620, 1119, 635]
directory-entry: — Richard, Fa. Wilhelm F. Spihlmann Nachf., gr. Bäckerstr. 3, ☒ 1 bbox=[1199, 1528, 1481, 1557]
directory-entry: — Heinr., Arbtr., Eduardstr. 51, ☒ 19 bbox=[535, 620, 750, 635]
directory-entry: — J., Kutscher, Voigtstr. 14, ☒ 31 bbox=[535, 707, 726, 721]
directory-entry: — Wwe, O., kl. Schäferkamp 42, ☒ 22 bbox=[535, 1556, 756, 1571]
directory-entry: — Frl. Jenny, Klavierlehrerin, Angerstrasse 7c, Nr. 4, ☒ 24 bbox=[535, 1629, 857, 1658]
directory-entry: — K., Dreher, Balduinstr. 28, ☒ 4 bbox=[535, 779, 728, 794]
